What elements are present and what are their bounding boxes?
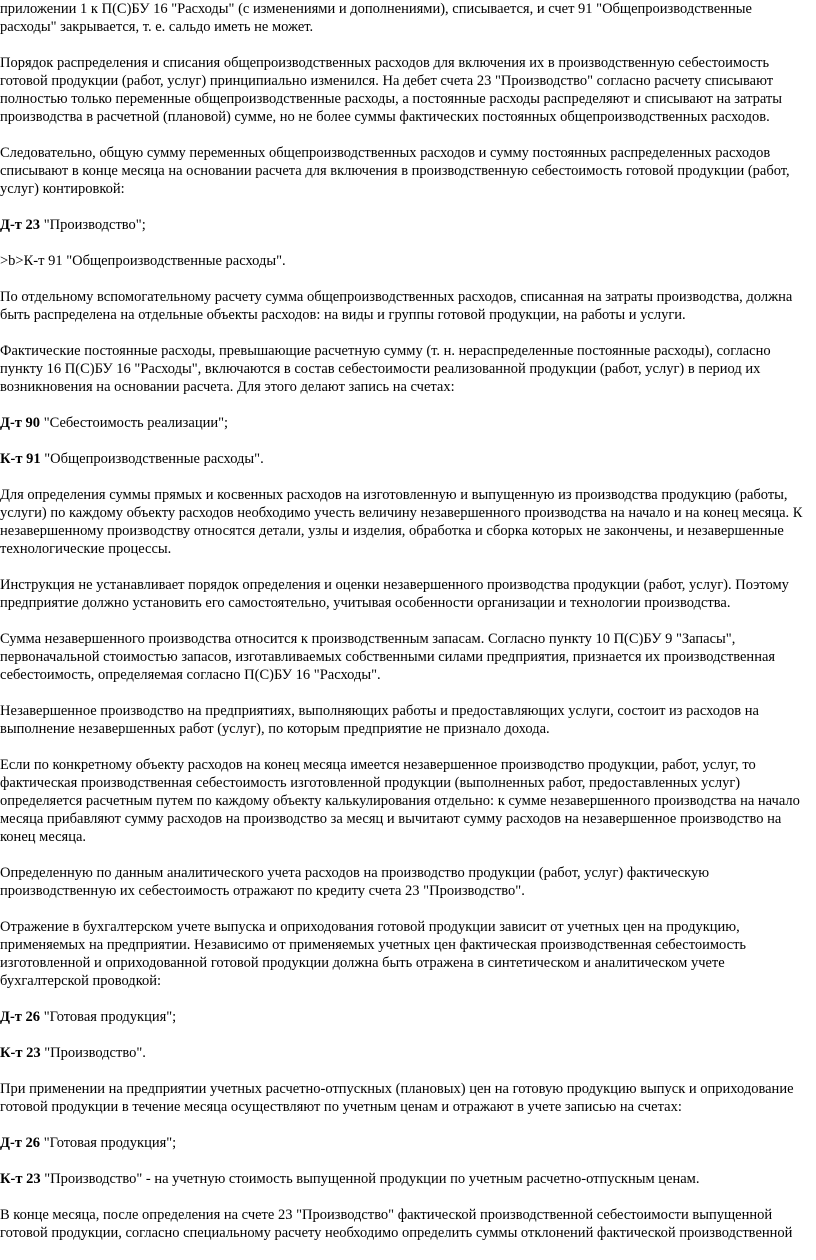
account-code: К-т 91 bbox=[0, 451, 41, 467]
paragraph-text: Порядок распределения и списания общепроизводственных расходов для включения их в производственную себестоимость готовой продукции (работ, услуг) принципиально изменился. На дебет счета 23 "Производство" согласно расчету списывают полностью только переменные общепроизводственные расходы, а постоянные расходы распределяют и списывают на затраты производства в расчетной (плановой) сумме, но не более суммы фактических постоянных общепроизводственных расходов. bbox=[0, 55, 782, 125]
posting-entry bbox=[0, 414, 812, 432]
paragraph bbox=[0, 144, 812, 198]
paragraph bbox=[0, 54, 812, 126]
account-name: >b>К-т 91 "Общепроизводственные расходы". bbox=[0, 253, 286, 269]
paragraph bbox=[0, 1080, 812, 1116]
paragraph bbox=[0, 576, 812, 612]
account-code: К-т 23 bbox=[0, 1171, 41, 1187]
paragraph-text: Отражение в бухгалтерском учете выпуска и оприходования готовой продукции зависит от учетных цен на продукцию, применяемых на предприятии. Независимо от применяемых учетных цен фактическая производственная себестоимость изготовленной и оприходованной готовой продукции должна быть отражена в синтетическом и аналитическом учете бухгалтерской проводкой: bbox=[0, 919, 747, 989]
posting-entry bbox=[0, 1134, 812, 1152]
paragraph-text: Следовательно, общую сумму переменных общепроизводственных расходов и сумму постоянных распределенных расходов списывают в конце месяца на основании расчета для включения в производственную себестоимость готовой продукции (работ, услуг) контировкой: bbox=[0, 145, 790, 197]
paragraph-text: При применении на предприятии учетных расчетно-отпускных (плановых) цен на готовую продукцию выпуск и оприходование готовой продукции в течение месяца осуществляют по учетным ценам и отражают в учете записью на счетах: bbox=[0, 1081, 794, 1115]
posting-entry bbox=[0, 252, 812, 270]
account-code: Д-т 26 bbox=[0, 1135, 41, 1151]
paragraph-text: Незавершенное производство на предприятиях, выполняющих работы и предоставляющих услуги, состоит из расходов на выполнение незавершенных работ (услуг), по которым предприятие не признало дохода. bbox=[0, 703, 759, 737]
paragraph-text: Фактические постоянные расходы, превышающие расчетную сумму (т. н. нераспределенные постоянные расходы), согласно пункту 16 П(С)БУ 16 "Расходы", включаются в состав себестоимости реализованной продукции (работ, услуг) в период их возникновения на основании расчета. Для этого делают запись на счетах: bbox=[0, 343, 771, 395]
paragraph bbox=[0, 756, 812, 846]
account-name: "Производство"; bbox=[40, 217, 146, 233]
paragraph bbox=[0, 630, 812, 684]
paragraph bbox=[0, 288, 812, 324]
account-code: Д-т 90 bbox=[0, 415, 41, 431]
account-code: Д-т 23 bbox=[0, 217, 41, 233]
paragraph bbox=[0, 486, 812, 558]
account-name: "Производство" - на учетную стоимость выпущенной продукции по учетным расчетно-отпускным ценам. bbox=[40, 1171, 700, 1187]
paragraph-text: Для определения суммы прямых и косвенных расходов на изготовленную и выпущенную из производства продукцию (работы, услуги) по каждому объекту расходов необходимо учесть величину незавершенного производства на начало и на конец месяца. К незавершенному производству относятся детали, узлы и изделия, обработка и сборка которых не закончены, и незавершенные технологические процессы. bbox=[0, 487, 803, 557]
posting-entry bbox=[0, 216, 812, 234]
paragraph-text: Сумма незавершенного производства относится к производственным запасам. Согласно пункту 10 П(С)БУ 9 "Запасы", первоначальной стоимостью запасов, изготавливаемых собственными силами предприятия, признается их производственная себестоимость, определяемая согласно П(С)БУ 16 "Расходы". bbox=[0, 631, 776, 683]
account-code: Д-т 26 bbox=[0, 1009, 41, 1025]
posting-entry bbox=[0, 1170, 812, 1188]
paragraph-text: Если по конкретному объекту расходов на конец месяца имеется незавершенное производство продукции, работ, услуг, то фактическая производственная себестоимость изготовленной продукции (выполненных работ, предоставленных услуг) определяется расчетным путем по каждому объекту калькулирования отдельно: к сумме незавершенного производства на начало месяца прибавляют сумму расходов на производство за месяц и вычитают сумму расходов на незавершенное производство на конец месяца. bbox=[0, 757, 800, 845]
paragraph bbox=[0, 702, 812, 738]
paragraph-text: В конце месяца, после определения на счете 23 "Производство" фактической производственной себестоимости выпущенной готовой продукции, согласно специальному расчету необходимо определить суммы отклонений фактической производственной bbox=[0, 1207, 793, 1241]
account-name: "Производство". bbox=[40, 1045, 146, 1061]
account-name: "Готовая продукция"; bbox=[40, 1135, 177, 1151]
posting-entry bbox=[0, 1008, 812, 1026]
account-name: "Общепроизводственные расходы". bbox=[40, 451, 264, 467]
paragraph-text: приложении 1 к П(С)БУ 16 "Расходы" (с изменениями и дополнениями), списывается, и счет 91 "Общепроизводственные расходы" закрывается, т. е. сальдо иметь не может. bbox=[0, 1, 752, 35]
account-name: "Себестоимость реализации"; bbox=[40, 415, 229, 431]
account-code: К-т 23 bbox=[0, 1045, 41, 1061]
paragraph bbox=[0, 864, 812, 900]
posting-entry bbox=[0, 450, 812, 468]
paragraph bbox=[0, 0, 812, 36]
paragraph-text: Определенную по данным аналитического учета расходов на производство продукции (работ, услуг) фактическую производственную их себестоимость отражают по кредиту счета 23 "Производство". bbox=[0, 865, 710, 899]
paragraph-text: По отдельному вспомогательному расчету сумма общепроизводственных расходов, списанная на затраты производства, должна быть распределена на отдельные объекты расходов: на виды и группы готовой продукции, на работы и услуги. bbox=[0, 289, 793, 323]
posting-entry bbox=[0, 1044, 812, 1062]
account-name: "Готовая продукция"; bbox=[40, 1009, 177, 1025]
paragraph bbox=[0, 342, 812, 396]
paragraph bbox=[0, 918, 812, 990]
paragraph-text: Инструкция не устанавливает порядок определения и оценки незавершенного производства продукции (работ, услуг). Поэтому предприятие должно установить его самостоятельно, учитывая особенности организации и технологии производства. bbox=[0, 577, 789, 611]
